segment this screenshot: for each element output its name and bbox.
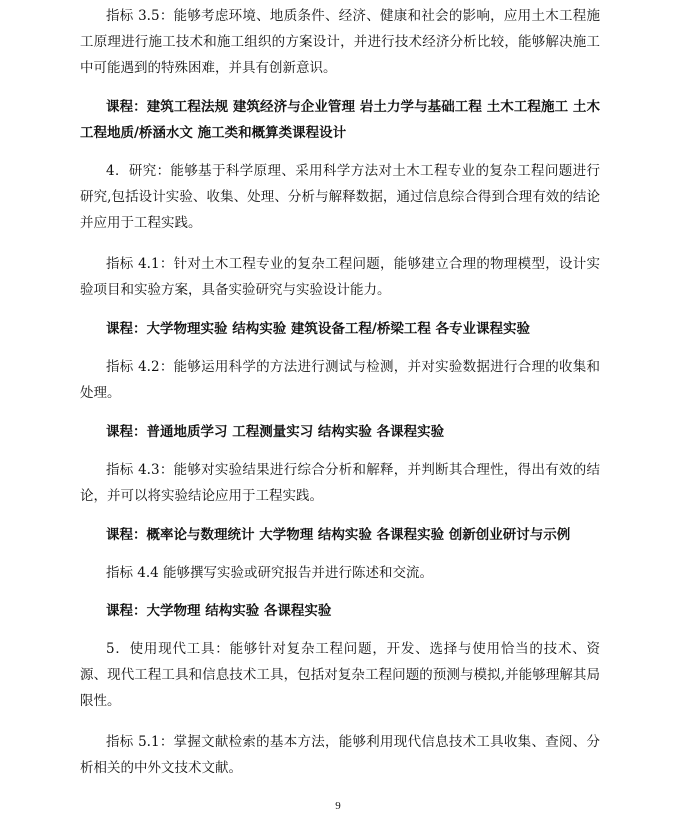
course-list: 课程：大学物理实验 结构实验 建筑设备工程/桥梁工程 各专业课程实验 (106, 321, 531, 337)
indicator-3-5: 指标 3.5：能够考虑环境、地质条件、经济、健康和社会的影响，应用土木工程施工原理进行施工技术和施工组织的方案设计，并进行技术经济分析比较，能够解决施工中可能遇到的特殊困难，并具有创新意识。 (80, 8, 600, 76)
course-list: 课程：建筑工程法规 建筑经济与企业管理 岩土力学与基础工程 土木工程施工 土木工程地质/桥涵水文 施工类和概算类课程设计 (80, 99, 600, 141)
indicator-4-3: 指标 4.3：能够对实验结果进行综合分析和解释，并判断其合理性，得出有效的结论，并可以将实验结论应用于工程实践。 (80, 462, 600, 504)
requirement-4-research: 4．研究：能够基于科学原理、采用科学方法对土木工程专业的复杂工程问题进行研究,包括设计实验、收集、处理、分析与解释数据，通过信息综合得到合理有效的结论并应用于工程实践。 (80, 163, 600, 231)
course-list: 课程：普通地质学习 工程测量实习 结构实验 各课程实验 (106, 424, 445, 440)
requirement-5-modern-tools: 5．使用现代工具：能够针对复杂工程问题，开发、选择与使用恰当的技术、资源、现代工程工具和信息技术工具，包括对复杂工程问题的预测与模拟,并能够理解其局限性。 (80, 641, 600, 709)
indicator-4-4: 指标 4.4 能够撰写实验或研究报告并进行陈述和交流。 (106, 565, 434, 581)
indicator-4-2: 指标 4.2：能够运用科学的方法进行测试与检测，并对实验数据进行合理的收集和处理。 (80, 359, 600, 401)
indicator-5-1: 指标 5.1：掌握文献检索的基本方法，能够利用现代信息技术工具收集、查阅、分析相关的中外文技术文献。 (80, 734, 600, 776)
course-list: 课程：大学物理 结构实验 各课程实验 (106, 603, 332, 619)
course-list: 课程：概率论与数理统计 大学物理 结构实验 各课程实验 创新创业研讨与示例 (106, 527, 571, 543)
indicator-4-1: 指标 4.1：针对土木工程专业的复杂工程问题，能够建立合理的物理模型，设计实验项目和实验方案，具备实验研究与实验设计能力。 (80, 256, 600, 298)
page-number: 9 (335, 800, 341, 812)
